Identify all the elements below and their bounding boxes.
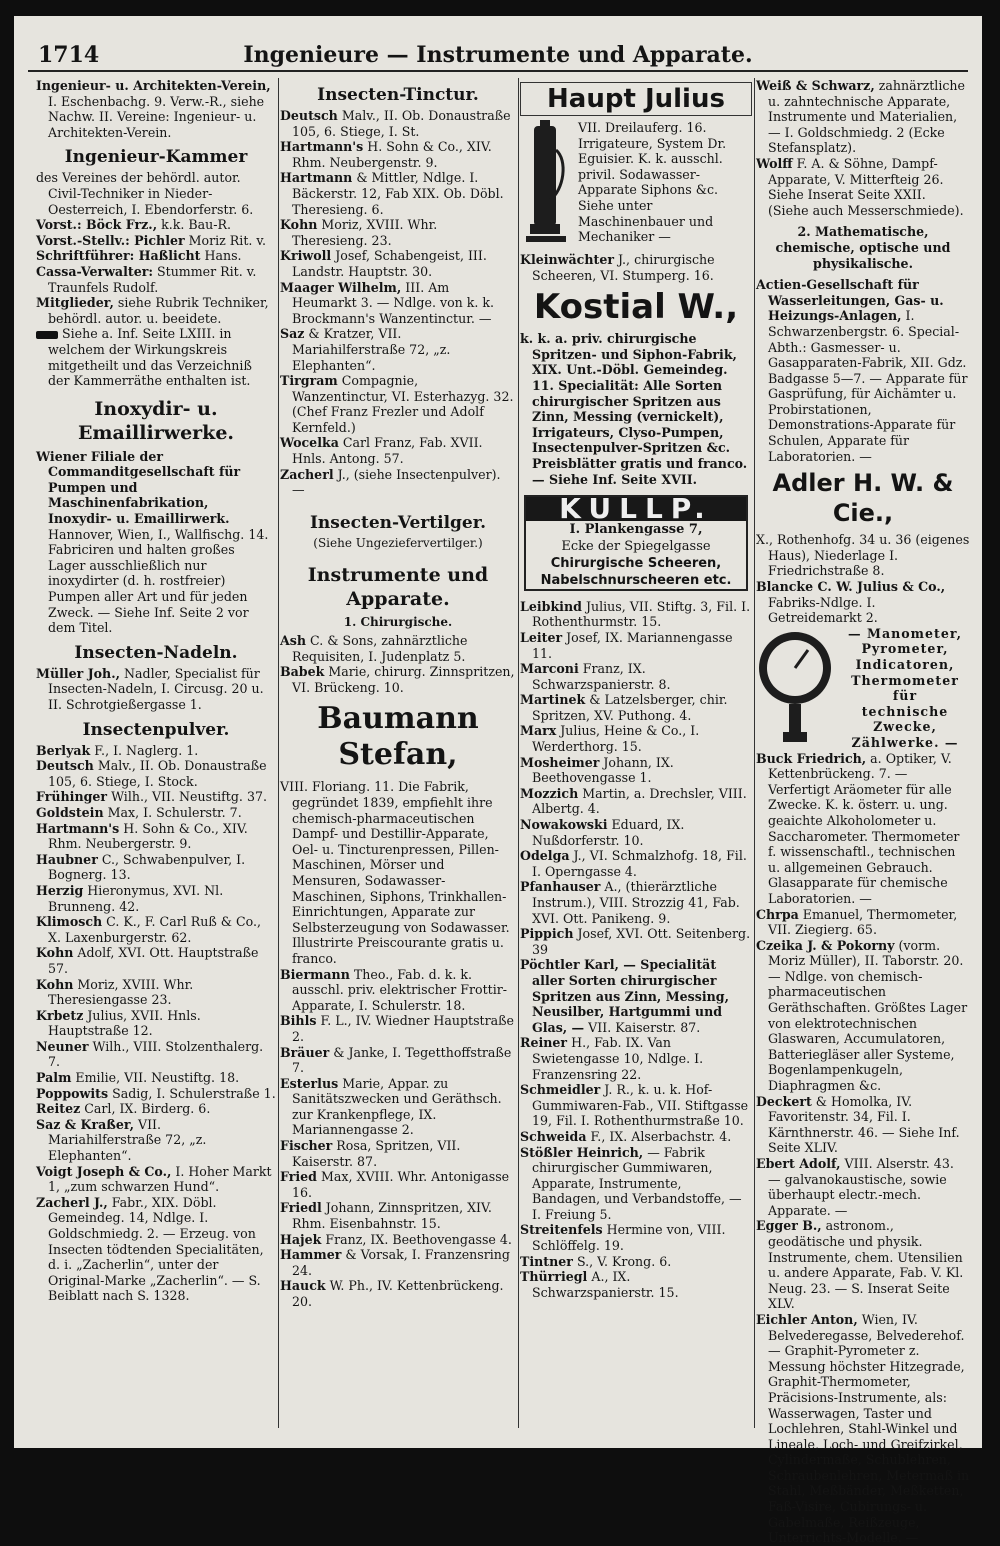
- list-item: [280, 1045, 516, 1076]
- entry-name: Marconi: [520, 661, 579, 677]
- entry-text: zahnärztliche u. zahntechnische Apparate, Instrumente und Materialien, — I. Goldschmiedg. 2 (Ecke Stefansplatz).: [768, 78, 965, 156]
- entry-text: — Fabrik chirurgischer Gummiwaren, Apparate, Instrumente, Bandagen, und Verbandstoffe, — I. Freiung 5.: [532, 1144, 742, 1222]
- entry-text: H. Sohn & Co., XIV. Rhm. Neubergerstr. 9.: [48, 820, 248, 852]
- list-item: [36, 743, 276, 759]
- list-item: [36, 883, 276, 914]
- entry-name: Reiner: [520, 1035, 568, 1051]
- entry-text: VII. Mariahilferstraße 72, „z. Elephanten“.: [48, 1116, 207, 1164]
- list-item: [520, 630, 752, 661]
- header-rule: [28, 70, 968, 72]
- advert-text: Ecke der Spiegelgasse: [561, 538, 711, 554]
- list-item: [520, 879, 752, 926]
- list-item: [280, 280, 516, 327]
- entry-text: Max, XVIII. Whr. Antonigasse 16.: [292, 1169, 510, 1200]
- list-item: Mitglieder, siehe Rubrik Techniker, behördl. autor. u. beeidete.: [36, 295, 269, 326]
- entry-text: (vorm. Moriz Müller), II. Taborstr. 20. — Ndlge. von chemisch-pharmaceutischen Geräthschaften. Größtes Lager von elektrotechnischen Glaswaren, Accumulatoren, Batteriegläser aller Systeme, Bogenlampenkugeln, Diaphragmen &c.: [768, 937, 968, 1094]
- advert-text: Zählwerke. —: [851, 734, 959, 750]
- entry-text: Marie, Appar. zu Sanitätszwecken und Geräthsch. zur Krankenpflege, IX. Mariannengasse 2.: [292, 1075, 502, 1138]
- entry-text: A., IX. Schwarzspanierstr. 15.: [532, 1269, 679, 1300]
- list-item: [520, 1129, 752, 1145]
- entry-name: Poppowits: [36, 1085, 109, 1101]
- entry-name: Saz: [280, 326, 305, 342]
- irrigator-illustration: [520, 120, 572, 252]
- entry-text: III. Am Heumarkt 3. — Ndlge. von k. k. Brockmann's Wanzentinctur. —: [292, 279, 495, 326]
- list-item: [520, 599, 752, 630]
- entry-name: Palm: [36, 1070, 72, 1086]
- entry-text: VIII. Alserstr. 43. — galvanokaustische, sowie überhaupt electr.-mech. Apparate. —: [768, 1156, 954, 1218]
- page-number: 1714: [38, 42, 100, 68]
- entry-name: Biermann: [280, 966, 350, 982]
- entry-name: Marx: [520, 723, 557, 739]
- column-divider: [754, 78, 755, 1428]
- column-divider: [518, 78, 519, 1428]
- list-item: [36, 1164, 276, 1195]
- chirurgische-list: [280, 633, 516, 695]
- entry-name: Bräuer: [280, 1044, 330, 1060]
- entry-text: C. & Sons, zahnärztliche Requisiten, I. Judenplatz 5.: [292, 633, 468, 664]
- list-item: [36, 789, 276, 805]
- column-3: [520, 78, 752, 1434]
- entry-text: Julius, Heine & Co., I. Werderthorg. 15.: [532, 723, 700, 755]
- list-item: [756, 156, 970, 218]
- entry-name: Neuner: [36, 1038, 89, 1054]
- entry-name: Martinek: [520, 692, 586, 708]
- entry-name: Deckert: [756, 1093, 812, 1109]
- advert-text: Pyrometer,: [861, 641, 949, 657]
- entry-name: Schmeidler: [520, 1082, 601, 1098]
- list-item: [280, 326, 516, 373]
- list-item: [756, 907, 970, 938]
- list-item: [280, 435, 516, 466]
- section-note: (Siehe Ungeziefervertilger.): [313, 535, 483, 550]
- entry-text: Josef, XVI. Ott. Seitenberg. 39: [532, 926, 751, 957]
- list-item: [756, 751, 970, 907]
- page-header: [28, 36, 968, 72]
- entry-text: Eduard, IX. Nußdorferstr. 10.: [532, 817, 685, 848]
- list-item: [36, 852, 276, 883]
- mathematische-list: [756, 751, 970, 1546]
- list-item: [36, 1086, 276, 1102]
- chirurg-list: [520, 599, 752, 1301]
- entry-name: Babek: [280, 664, 325, 680]
- list-item: [520, 692, 752, 723]
- entry-text: Moriz, XVIII. Whr. Theresiengasse 23.: [48, 976, 194, 1008]
- pointing-hand-icon: [36, 331, 58, 339]
- entry-text: Josef, IX. Mariannengasse 11.: [532, 629, 733, 661]
- list-item: [756, 1094, 970, 1156]
- subsection-heading: 1. Chirurgische.: [343, 615, 453, 630]
- entry-name: Kohn: [36, 976, 74, 992]
- entry-text: & Mittler, Ndlge. I. Bäckerstr. 12, Fab XIX. Ob. Döbl. Theresieng. 6.: [292, 170, 504, 217]
- list-item: [520, 755, 752, 786]
- entry-name: Leiter: [520, 629, 563, 645]
- entry-text: W. Ph., IV. Kettenbrückeng. 20.: [292, 1278, 504, 1309]
- entry-text: Franz, IX. Schwarzspanierstr. 8.: [532, 661, 671, 692]
- list-item: Schriftführer: Haßlicht Hans.: [36, 248, 242, 264]
- entry-name: Leibkind: [520, 598, 582, 614]
- list-item: [520, 848, 752, 879]
- list-item: Actien-Gesellschaft für Wasserleitungen, Gas- u. Heizungs-Anlagen, I. Schwarzenbergstr. 6. Special-Abth.: Gasmesser- u. Gasapparaten-Fabrik, XII. Gdz. Badgasse 5—7. — Apparate für Gasprüfung, für Aichämter u. Probirstationen, Demonstrations-Apparate für Schulen, Apparate für Laboratorien. —: [756, 277, 968, 464]
- list-item: [756, 1312, 970, 1546]
- list-item: Siehe a. Inf. Seite LXIII. in welchem der Wirkungskreis mitgetheilt und das Verzeichniß der Kammerräthe enthalten ist.: [36, 326, 276, 388]
- list-item: Kleinwächter J., chirurgische Scheeren, VI. Stumperg. 16.: [520, 252, 715, 283]
- entry-name: Friedl: [280, 1200, 322, 1216]
- entry-name: Bihls: [280, 1013, 317, 1029]
- entry-name: Frühinger: [36, 789, 108, 805]
- section-heading: Insecten-Nadeln.: [74, 642, 238, 663]
- entry-name: Deutsch: [280, 108, 338, 123]
- list-item: [36, 977, 276, 1008]
- list-item: [36, 758, 276, 789]
- list-item: [36, 945, 276, 976]
- entry-text: Moriz, XVIII. Whr. Theresieng. 23.: [292, 217, 438, 248]
- column-2: [280, 78, 516, 1434]
- entry-text: F., IX. Alserbachstr. 4.: [586, 1128, 732, 1144]
- insectenpulver-list: [36, 743, 276, 1304]
- list-item: [280, 248, 516, 279]
- list-item: Ingenieur- u. Architekten-Verein, I. Eschenbachg. 9. Verw.-R., siehe Nachw. II. Vereine: Ingenieur- u. Architekten-Verein.: [36, 78, 271, 140]
- entry-name: Odelga: [520, 848, 570, 864]
- entry-text: F. A. & Söhne, Dampf-Apparate, V. Mitterfteig 26. Siehe Inserat Seite XXII. (Siehe auch Messerschmiede).: [768, 155, 964, 218]
- entry-name: Esterlus: [280, 1075, 339, 1091]
- entry-text: Theo., Fab. d. k. k. ausschl. priv. elektrischer Frottir-Apparate, I. Schulerstr. 18.: [292, 966, 508, 1013]
- list-item: [520, 786, 752, 817]
- entry-name: Streitenfels: [520, 1222, 603, 1238]
- list-item: [36, 805, 276, 821]
- entry-text: Fabr., XIX. Döbl. Gemeindeg. 14, Ndlge. I. Goldschmiedg. 2. — Erzeug. von Insecten tödtenden Specialitäten, d. i. „Zacherlin“, unter der Original-Marke „Zacherlin“. — S. Beiblatt nach S. 1328.: [48, 1194, 264, 1304]
- entry-name: Kohn: [280, 217, 318, 233]
- section-heading: Inoxydir- u. Emaillirwerke.: [77, 397, 235, 444]
- entry-name: Maager Wilhelm,: [280, 279, 402, 295]
- entry-name: Mozzich: [520, 785, 579, 801]
- advert-text: VII. Dreilauferg. 16. Irrigateure, System Dr. Eguisier. K. k. ausschl. privil. Sodawasser-Apparate Siphons &c. Siehe unter Maschinenbauer und Mechaniker —: [578, 120, 727, 245]
- list-item: des Vereines der behördl. autor. Civil-Techniker in Nieder-Oesterreich, I. Ebendorferstr. 6.: [36, 170, 254, 217]
- list-item: [280, 633, 516, 664]
- entry-text: VII. Kaiserstr. 87.: [584, 1019, 701, 1035]
- entry-name: Pfanhauser: [520, 879, 601, 895]
- entry-text: Max, I. Schulerstr. 7.: [103, 804, 242, 820]
- entry-name: Pöchtler Karl, — Specialität aller Sorten chirurgischer Spritzen aus Zinn, Messing, Neusilber, Hartgummi und Glas, —: [520, 957, 729, 1035]
- entry-name: Hajek: [280, 1231, 322, 1247]
- list-item: [280, 1076, 516, 1138]
- list-item: [280, 1200, 516, 1231]
- entry-name: Wocelka: [280, 435, 339, 451]
- entry-name: Egger B.,: [756, 1218, 822, 1234]
- entry-name: Tirgram: [280, 373, 338, 389]
- list-item: [280, 108, 516, 139]
- advert-text: X., Rothenhofg. 34 u. 36 (eigenes Haus), Niederlage I. Friedrichstraße 8.: [756, 532, 970, 579]
- section-heading: Ingenieur-Kammer: [64, 147, 248, 168]
- list-item: Cassa-Verwalter: Stummer Rit. v. Traunfels Rudolf.: [36, 263, 257, 295]
- entry-name: Zacherl J.,: [36, 1194, 108, 1210]
- entry-name: Eichler Anton,: [756, 1311, 858, 1327]
- entry-name: Reitez: [36, 1101, 81, 1117]
- entry-text: & Latzelsberger, chir. Spritzen, XV. Puthong. 4.: [532, 692, 728, 723]
- column-1: [36, 78, 276, 1434]
- column-divider: [278, 78, 279, 1428]
- entry-name: Chrpa: [756, 906, 799, 922]
- list-item: [520, 1254, 752, 1270]
- entry-text: Julius, XVII. Hnls. Hauptstraße 12.: [48, 1007, 201, 1039]
- kullp-advert: [524, 492, 748, 591]
- entry-name: Kriwoll: [280, 248, 332, 264]
- entry-name: Mosheimer: [520, 754, 600, 770]
- list-item: [520, 1222, 752, 1253]
- manometer-advert: [756, 626, 970, 751]
- entry-text: Wien, IV. Belvederegasse, Belvederehof. — Graphit-Pyrometer z. Messung höchster Hitzegrade, Graphit-Thermometer, Präcisions-Instrumente, als: Wasserwagen, Taster und Lochlehren, Stahl-Winkel und Lineale, Loch- und Greifzirkel, Cylindermaße, Schublehren, Schraubenlehren, Metermaß in Stahl, Meßbänder, Meßketten, Faß-Visire, Cubirungs- u. Gabelmaße, Reißzeuge, Unterrichts-Modelle. —: [768, 1311, 970, 1546]
- advert-text: Thermometer: [851, 672, 959, 688]
- advert-text: I. Plankengasse 7,: [569, 521, 703, 537]
- advert-text: k. k. a. priv. chirurgische Spritzen- und Siphon-Fabrik, XIX. Unt.-Döbl. Gemeindeg. 11. Specialität: Alle Sorten chirurgischer Spritzen aus Zinn, Messing (vernickelt), Irrigateurs, Clyso-Pumpen, Insectenpulver-Spritzen &c. Preisblätter gratis und franco. — Siehe Inf. Seite XVII.: [520, 331, 748, 487]
- entry-text: Carl, IX. Birderg. 6.: [80, 1101, 211, 1117]
- entry-name: Stößler Heinrich,: [520, 1144, 644, 1160]
- entry-name: Wolff: [756, 155, 793, 171]
- list-item: Wiener Filiale der Commanditgesellschaft für Pumpen und Maschinenfabrikation, Inoxydir- u. Emaillirwerk. Hannover, Wien, I., Wallfischg. 14. Fabriciren und halten großes Lager ausschließlich nur inoxydirter (d. h. rostfreier) Pumpen aller Art und für jeden Zweck. — Siehe Inf. Seite 2 vor dem Titel.: [36, 448, 269, 636]
- list-item: [756, 78, 970, 156]
- list-item: [756, 1156, 970, 1218]
- manometer-illustration: [756, 626, 834, 746]
- list-item: Blancke C. W. Julius & Co., Fabriks-Ndlge. I. Getreidemarkt 2.: [756, 579, 946, 626]
- subsection-heading: 2. Mathematische, chemische, optische und physikalische.: [775, 224, 951, 271]
- list-item: [280, 170, 516, 217]
- advert-text: für: [892, 688, 918, 704]
- entry-text: F. L., IV. Wiedner Hauptstraße 2.: [292, 1013, 514, 1044]
- entry-name: Zacherl: [280, 466, 334, 482]
- list-item: [36, 914, 276, 945]
- apparate-list-top: [756, 78, 970, 218]
- list-item: [756, 938, 970, 1094]
- entry-text: Martin, a. Drechsler, VIII. Albertg. 4.: [532, 785, 747, 817]
- advert-text: Nabelschnurscheeren etc.: [540, 572, 732, 588]
- advert-heading: Kostial W.,: [533, 287, 739, 328]
- entry-name: Weiß & Schwarz,: [756, 78, 875, 93]
- list-item: [520, 1269, 752, 1300]
- entry-text: Carl Franz, Fab. XVII. Hnls. Antong. 57.: [292, 435, 483, 467]
- entry-name: Pippich: [520, 926, 574, 942]
- advert-text: VIII. Floriang. 11. Die Fabrik, gegründet 1839, empfiehlt ihre chemisch-pharmaceutischen Dampf- und Destillir-Apparate, Oel- u. Tincturenpressen, Pillen-Maschinen, Mörser und Mensuren, Sodawasser-Maschinen, Siphons, Trinkhallen-Einrichtungen, Apparate zur Selbsterzeugung von Sodawasser. Illustrirte Preiscourante gratis u. franco.: [280, 779, 510, 966]
- advert-heading: KULLP.: [526, 497, 746, 521]
- entry-text: C. K., F. Carl Ruß & Co., X. Laxenburgerstr. 62.: [48, 914, 261, 945]
- entry-text: Sadig, I. Schulerstraße 1.: [108, 1085, 276, 1101]
- list-item: [280, 373, 516, 435]
- list-item: [280, 1013, 516, 1044]
- entry-name: Czeika J. & Pokorny: [756, 937, 895, 953]
- entry-text: Franz, IX. Beethovengasse 4.: [321, 1231, 512, 1247]
- entry-name: Ash: [280, 633, 307, 649]
- entry-name: Voigt Joseph & Co.,: [36, 1163, 172, 1179]
- list-item: [280, 1232, 516, 1248]
- entry-text: Emanuel, Thermometer, VII. Ziegierg. 65.: [768, 906, 958, 938]
- entry-text: Josef, Schabengeist, III. Landstr. Hauptstr. 30.: [292, 248, 487, 279]
- list-item: [280, 664, 516, 695]
- entry-text: Johann, Zinnspritzen, XIV. Rhm. Eisenbahnstr. 15.: [292, 1200, 492, 1232]
- entry-text: Wilh., VII. Neustiftg. 37.: [107, 789, 267, 805]
- entry-name: Hammer: [280, 1247, 342, 1263]
- list-item: [36, 1195, 276, 1304]
- entry-name: Schweida: [520, 1128, 587, 1144]
- advert-heading: Adler H. W. & Cie.,: [772, 469, 954, 528]
- advert-heading: Haupt Julius: [520, 82, 752, 116]
- list-item: [280, 139, 516, 170]
- section-heading: Insecten-Tinctur.: [317, 85, 479, 105]
- entry-name: Hauck: [280, 1278, 326, 1294]
- list-item: [520, 926, 752, 957]
- list-item: [520, 817, 752, 848]
- list-item: [280, 1169, 516, 1200]
- entry-name: Herzig: [36, 882, 84, 898]
- section-heading: Insectenpulver.: [82, 719, 230, 740]
- entry-text: Emilie, VII. Neustiftg. 18.: [71, 1070, 240, 1086]
- entry-name: Buck Friedrich,: [756, 750, 867, 766]
- entry-text: Malv., II. Ob. Donaustraße 105, 6. Stiege, I. Stock.: [48, 758, 267, 789]
- entry-text: H. Sohn & Co., XIV. Rhm. Neubergenstr. 9.: [292, 139, 492, 170]
- list-item: [520, 723, 752, 754]
- entry-name: Thürriegl: [520, 1269, 588, 1285]
- entry-text: astronom., geodätische und physik. Instrumente, chem. Utensilien u. andere Apparate, Fab. V. Kl. Neug. 23. — S. Inserat Seite XLV.: [768, 1218, 964, 1312]
- manometer-lines: [840, 626, 970, 751]
- advert-text: — Manometer,: [848, 625, 962, 641]
- entry-text: J., (siehe Insectenpulver). —: [292, 466, 501, 498]
- entry-text: Julius, VII. Stiftg. 3, Fil. I. Rothenthurmstr. 15.: [532, 598, 751, 630]
- entry-text: Marie, chirurg. Zinnspritzen, VI. Brückeng. 10.: [292, 664, 515, 695]
- entry-text: J. R., k. u. k. Hof-Gummiwaren-Fab., VII. Stiftgasse 19, Fil. I. Rothenthurmstraße 10.: [532, 1082, 749, 1129]
- entry-text: Johann, IX. Beethovengasse 1.: [532, 754, 674, 786]
- entry-text: C., Schwabenpulver, I. Bognerg. 13.: [48, 851, 246, 883]
- entry-name: Haubner: [36, 851, 98, 867]
- advert-heading: Baumann Stefan,: [317, 701, 479, 773]
- section-heading: Instrumente und Apparate.: [307, 564, 489, 611]
- list-item: [36, 1008, 276, 1039]
- entry-text: I. Hoher Markt 1, „zum schwarzen Hund“.: [48, 1163, 272, 1195]
- entry-name: Saz & Kraßer,: [36, 1116, 134, 1132]
- advert-text: technische: [861, 703, 949, 719]
- entry-name: Fried: [280, 1169, 317, 1185]
- entry-text: Compagnie, Wanzentinctur, VI. Esterhazyg. 32. (Chef Franz Frezler und Adolf Kernfeld.): [292, 373, 514, 435]
- entry-text: H., Fab. IX. Van Swietengasse 10, Ndlge. I. Franzensring 22.: [532, 1035, 704, 1082]
- entry-name: Klimosch: [36, 914, 103, 930]
- entry-text: A., (thierärztliche Instrum.), VIII. Strozzig 41, Fab. XVI. Ott. Panikeng. 9.: [532, 879, 740, 926]
- list-item: [520, 957, 752, 1035]
- list-item: Vorst.-Stellv.: Pichler Moriz Rit. v.: [36, 232, 267, 248]
- entry-name: Deutsch: [36, 758, 94, 774]
- list-item: [520, 1035, 752, 1082]
- entry-name: Kohn: [36, 945, 74, 961]
- entry-name: Ebert Adolf,: [756, 1156, 841, 1171]
- list-item: [280, 1138, 516, 1169]
- list-item: [280, 467, 516, 498]
- list-item: [36, 1039, 276, 1070]
- list-item: [36, 821, 276, 852]
- list-item: [280, 1247, 516, 1278]
- entry-text: S., V. Krong. 6.: [572, 1253, 672, 1269]
- list-item: [36, 1070, 276, 1086]
- entry-name: Nowakowski: [520, 817, 608, 833]
- section-heading: Insecten-Vertilger.: [309, 512, 487, 533]
- advert-text: Indicatoren,: [855, 657, 955, 672]
- entry-text: J., VI. Schmalzhofg. 18, Fil. I. Operngasse 4.: [532, 848, 747, 879]
- column-4: [756, 78, 970, 1546]
- advert-text: Zwecke,: [873, 719, 937, 735]
- list-item: [520, 1082, 752, 1129]
- irrigator-advert: [520, 120, 752, 252]
- entry-text: & Homolka, IV. Favoritenstr. 34, Fil. I. Kärnthnerstr. 46. — Siehe Inf. Seite XLIV.: [768, 1093, 960, 1156]
- list-item: [280, 1278, 516, 1309]
- list-item: [280, 967, 516, 1014]
- entry-text: a. Optiker, V. Kettenbrückeng. 7. — Verfertigt Aräometer für alle Zwecke. K. k. österr. u. ung. geaichte Alkoholometer u. Saccharometer. Thermometer f. wissenschaftl., technischen u. allgemeinen Gebrauch. Glasapparate für chemische Laboratorien. —: [768, 750, 960, 906]
- tinctur-list: [280, 108, 516, 498]
- list-item: [280, 217, 516, 248]
- entry-text: & Vorsak, I. Franzensring 24.: [292, 1247, 510, 1278]
- list-item: [756, 1218, 970, 1312]
- entry-text: Adolf, XVI. Ott. Hauptstraße 57.: [48, 945, 259, 976]
- directory-page: [14, 16, 982, 1546]
- list-item: [520, 661, 752, 692]
- list-item: [36, 1117, 276, 1164]
- list-item: Müller Joh., Nadler, Specialist für Insecten-Nadeln, I. Circusg. 20 u. II. Schrotgießergasse 1.: [36, 665, 264, 712]
- list-item: [520, 1145, 752, 1223]
- entry-text: Hermine von, VIII. Schlöffelg. 19.: [532, 1222, 726, 1254]
- entry-name: Krbetz: [36, 1007, 84, 1023]
- list-item: [36, 1101, 276, 1117]
- entry-text: Wilh., VIII. Stolzenthalerg. 7.: [48, 1038, 264, 1070]
- entry-text: & Kratzer, VII. Mariahilferstraße 72, „z. Elephanten“.: [292, 326, 451, 373]
- entry-name: Hartmann's: [280, 139, 364, 155]
- entry-text: & Janke, I. Tegetthoffstraße 7.: [292, 1044, 512, 1076]
- entry-name: Hartmann: [280, 170, 353, 186]
- list-item: Vorst.: Böck Frz., k.k. Bau-R.: [36, 217, 231, 233]
- entry-name: Fischer: [280, 1138, 333, 1154]
- entry-text: Malv., II. Ob. Donaustraße 105, 6. Stiege, I. St.: [292, 108, 511, 139]
- page-title: Ingenieure — Instrumente und Apparate.: [243, 42, 753, 68]
- apparate-list: [280, 967, 516, 1310]
- entry-name: Tintner: [520, 1253, 573, 1269]
- entry-name: Berlyak: [36, 742, 91, 758]
- advert-text: Chirurgische Scheeren,: [550, 555, 722, 571]
- entry-name: Hartmann's: [36, 820, 120, 836]
- entry-text: F., I. Naglerg. 1.: [90, 742, 199, 758]
- entry-name: Goldstein: [36, 804, 104, 820]
- entry-text: Rosa, Spritzen, VII. Kaiserstr. 87.: [292, 1138, 461, 1169]
- entry-text: Hieronymus, XVI. Nl. Brunneng. 42.: [48, 882, 224, 914]
